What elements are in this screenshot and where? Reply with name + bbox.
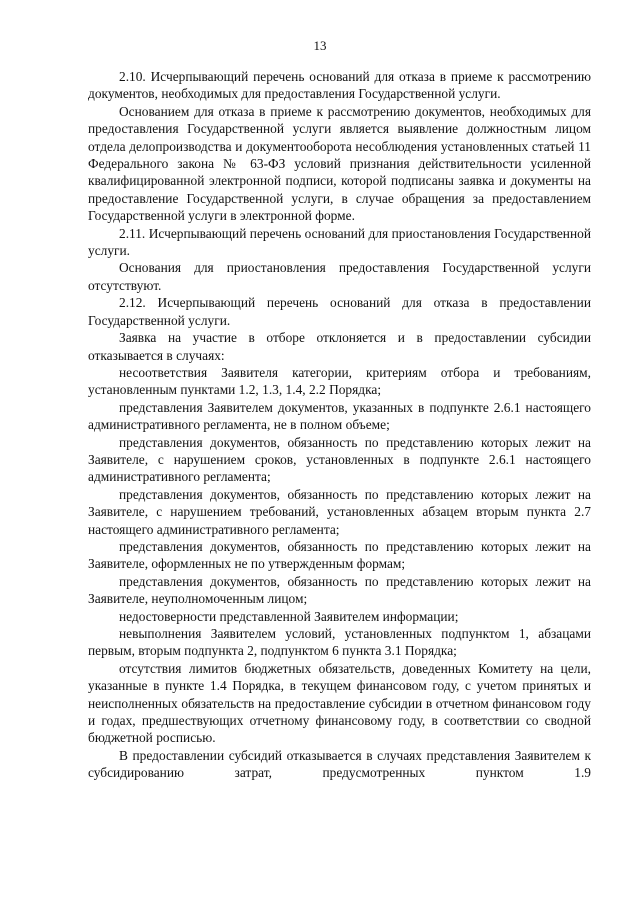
paragraph-grounds-refusal-acceptance: Основанием для отказа в приеме к рассмотрению документов, необходимых для предоставления Государственной услуги является выявление должностным лицом отдела делопроизводства и документооборота несоблюдения установленных статьей 11 Федерального закона № 63-ФЗ условий признания действительности усиленной квалифицированной электронной подписи, которой подписаны заявка и документы на предоставление Государственной услуги, в случае обращения за предоставлением Государственной услуги в электронной форме. (88, 103, 591, 224)
paragraph-2-10-heading: 2.10. Исчерпывающий перечень оснований для отказа в приеме к рассмотрению документов, необходимых для предоставления Государственной услуги. (88, 69, 591, 102)
paragraph-subsidy-refusal-costs: В предоставлении субсидий отказывается в случаях представления Заявителем к субсидированию затрат, предусмотренных пунктом 1.9 (88, 747, 591, 781)
page-number: 13 (313, 38, 327, 53)
paragraph-2-12-heading: 2.12. Исчерпывающий перечень оснований для отказа в предоставлении Государственной услуги. (88, 295, 591, 328)
list-item-no-budget-limits: отсутствия лимитов бюджетных обязательств, доведенных Комитету на цели, указанные в пункте 1.4 Порядка, в текущем финансовом году, с учетом принятых и неисполненных обязательств на предоставление субсидии в отчетном финансовом году и годах, предшествующих отчетному финансовому году, в соответствии со сводной бюджетной росписью. (88, 660, 591, 746)
list-item-incomplete-documents: представления Заявителем документов, указанных в подпункте 2.6.1 настоящего административного регламента, не в полном объеме; (88, 399, 591, 433)
paragraph-2-11-heading: 2.11. Исчерпывающий перечень оснований для приостановления Государственной услуги. (88, 225, 591, 259)
list-item-late-documents: представления документов, обязанность по представлению которых лежит на Заявителе, с нарушением сроков, установленных в подпункте 2.6.1 настоящего административного регламента; (88, 434, 591, 485)
list-item-requirement-violation: представления документов, обязанность по представлению которых лежит на Заявителе, с нарушением требований, установленных абзацем вторым пункта 2.7 настоящего административного регламента; (88, 486, 591, 537)
paragraph-rejection-cases-intro: Заявка на участие в отборе отклоняется и в предоставлении субсидии отказывается в случаях: (88, 330, 591, 363)
document-body (88, 68, 591, 782)
list-item-conditions-not-met: невыполнения Заявителем условий, установленных подпунктом 1, абзацами первым, вторым подпункта 2, подпунктом 6 пункта 3.1 Порядка; (88, 626, 591, 659)
list-item-false-information: недостоверности представленной Заявителем информации; (119, 608, 459, 624)
list-item-unauthorized-person: представления документов, обязанность по представлению которых лежит на Заявителе, неуполномоченным лицом; (88, 573, 591, 607)
paragraph-no-suspension-grounds: Основания для приостановления предоставления Государственной услуги отсутствуют. (88, 260, 591, 293)
list-item-wrong-forms: представления документов, обязанность по представлению которых лежит на Заявителе, оформленных не по утвержденным формам; (88, 538, 591, 572)
list-item-noncompliance: несоответствия Заявителя категории, критериям отбора и требованиям, установленным пунктами 1.2, 1.3, 1.4, 2.2 Порядка; (88, 364, 591, 398)
